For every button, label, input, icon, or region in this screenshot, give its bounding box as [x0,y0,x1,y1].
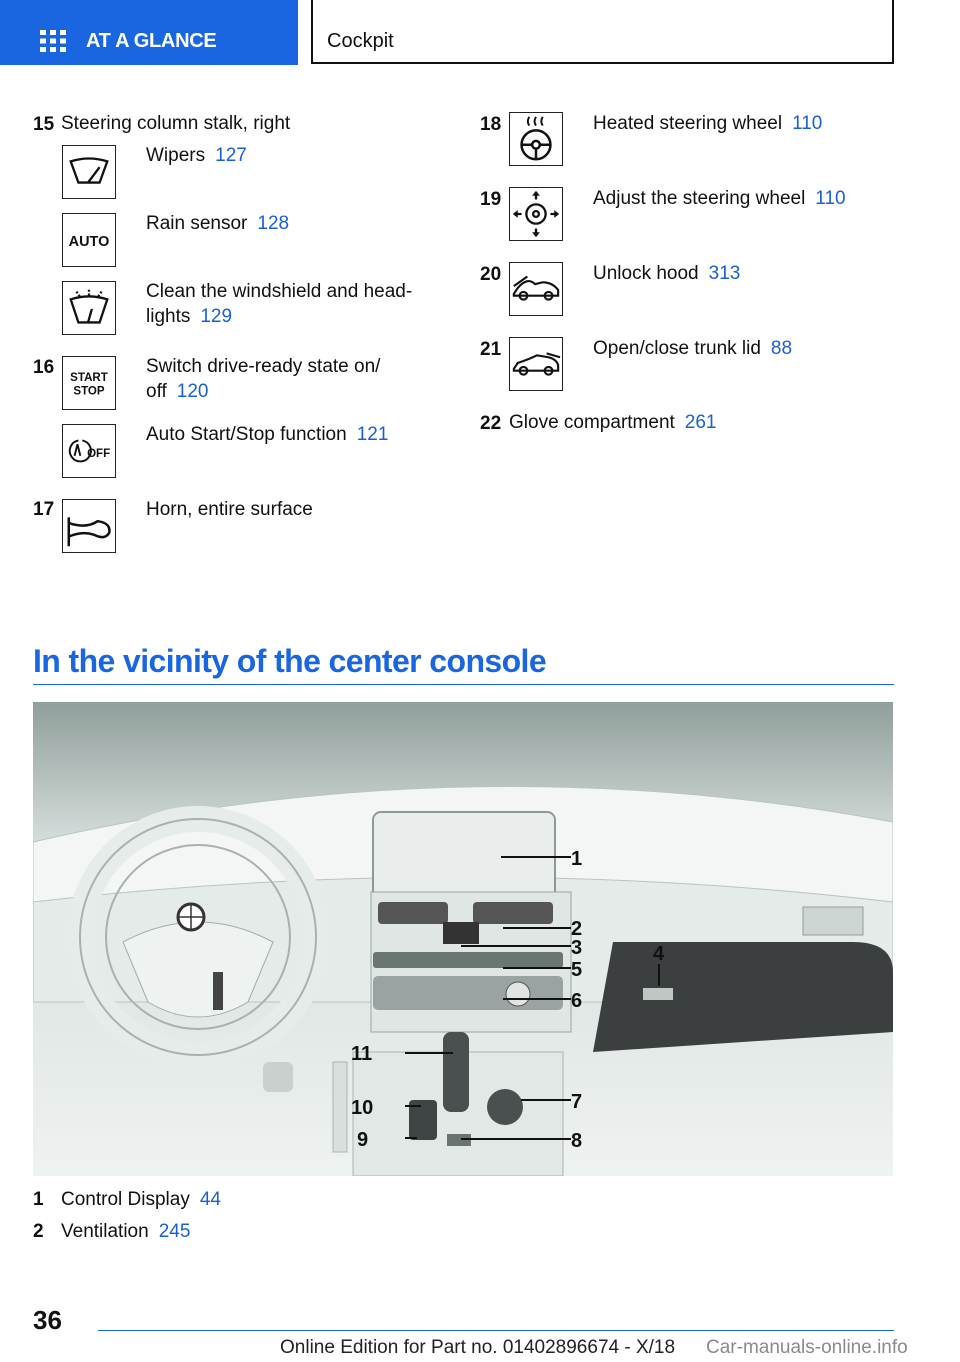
page-number: 36 [33,1305,62,1335]
auto-icon-text: AUTO [68,233,110,250]
callout-5: 5 [571,959,583,981]
item-label: Glove compartment 261 [509,412,717,433]
item-label: Auto Start/Stop function 121 [146,424,389,445]
svg-text:STOP: STOP [73,385,105,398]
svg-text:START: START [70,372,108,385]
item-label: Clean the windshield and head- lights 129 [146,281,413,327]
start-stop-icon [62,356,116,410]
callout-3: 3 [571,937,583,959]
heated-steering-wheel-icon [509,112,563,166]
chapter-header [311,0,894,64]
watermark: Car-manuals-online.info [706,1337,908,1358]
callout-9: 9 [357,1129,369,1151]
item-number: 15 [33,114,55,135]
legend-number: 1 [33,1189,44,1210]
page-ref-link[interactable]: 245 [158,1221,191,1242]
item-number: 17 [33,499,55,520]
callout-6: 6 [571,990,583,1012]
item-label: Rain sensor 128 [146,213,290,234]
callout-11: 11 [351,1043,373,1065]
item-title: Steering column stalk, right [61,113,291,134]
washer-icon [62,281,116,335]
page-ref-link[interactable]: 313 [708,263,741,284]
item-label: Heated steering wheel 110 [593,113,823,134]
callout-10: 10 [351,1097,374,1119]
adjust-steering-wheel-icon [509,187,563,241]
trunk-lid-icon [509,337,563,391]
section-label: AT A GLANCE [86,30,217,52]
callout-2: 2 [571,918,583,940]
callout-1: 1 [571,848,583,870]
page-ref-link[interactable]: 44 [199,1189,221,1210]
item-number: 19 [480,189,502,210]
item-label: Unlock hood 313 [593,263,741,284]
page-ref-link[interactable]: 110 [815,188,846,209]
callout-8: 8 [571,1130,583,1152]
callout-7: 7 [571,1091,583,1113]
wiper-icon [62,145,116,199]
section-divider [33,684,894,685]
item-number: 22 [480,413,502,434]
auto-icon [62,213,116,267]
unlock-hood-icon [509,262,563,316]
item-label: Adjust the steering wheel 110 [593,188,846,209]
legend-label: Control Display 44 [61,1189,221,1210]
grid-menu-icon [40,30,66,52]
horn-icon [62,499,116,553]
legend-label: Ventilation 245 [61,1221,191,1242]
footer-edition: Online Edition for Part no. 01402896674 - X/18 [280,1337,676,1358]
auto-start-stop-off-icon [62,424,116,478]
legend-number: 2 [33,1221,44,1242]
footer-divider [98,1330,894,1331]
page-ref-link[interactable]: 127 [215,145,247,166]
svg-text:OFF: OFF [87,447,111,460]
page-ref-link[interactable]: 110 [792,113,823,134]
center-console-illustration [33,702,893,1176]
item-label: Horn, entire surface [146,499,313,520]
item-label: Wipers 127 [146,145,247,166]
section-title: In the vicinity of the center console [33,643,547,679]
page-ref-link[interactable]: 121 [356,424,389,445]
page-ref-link[interactable]: 261 [684,412,717,433]
item-number: 18 [480,114,502,135]
item-label: Open/close trunk lid 88 [593,338,793,359]
section-tab[interactable] [0,0,298,65]
item-number: 21 [480,339,502,360]
page-ref-link[interactable]: 128 [257,213,290,234]
page-ref-link[interactable]: 120 [176,381,209,402]
page-ref-link[interactable]: 129 [200,306,233,327]
page-ref-link[interactable]: 88 [770,338,793,359]
item-number: 20 [480,264,502,285]
item-label: Switch drive-ready state on/ off 120 [146,356,381,402]
callout-4: 4 [653,943,665,965]
item-number: 16 [33,357,55,378]
chapter-title: Cockpit [327,30,394,52]
